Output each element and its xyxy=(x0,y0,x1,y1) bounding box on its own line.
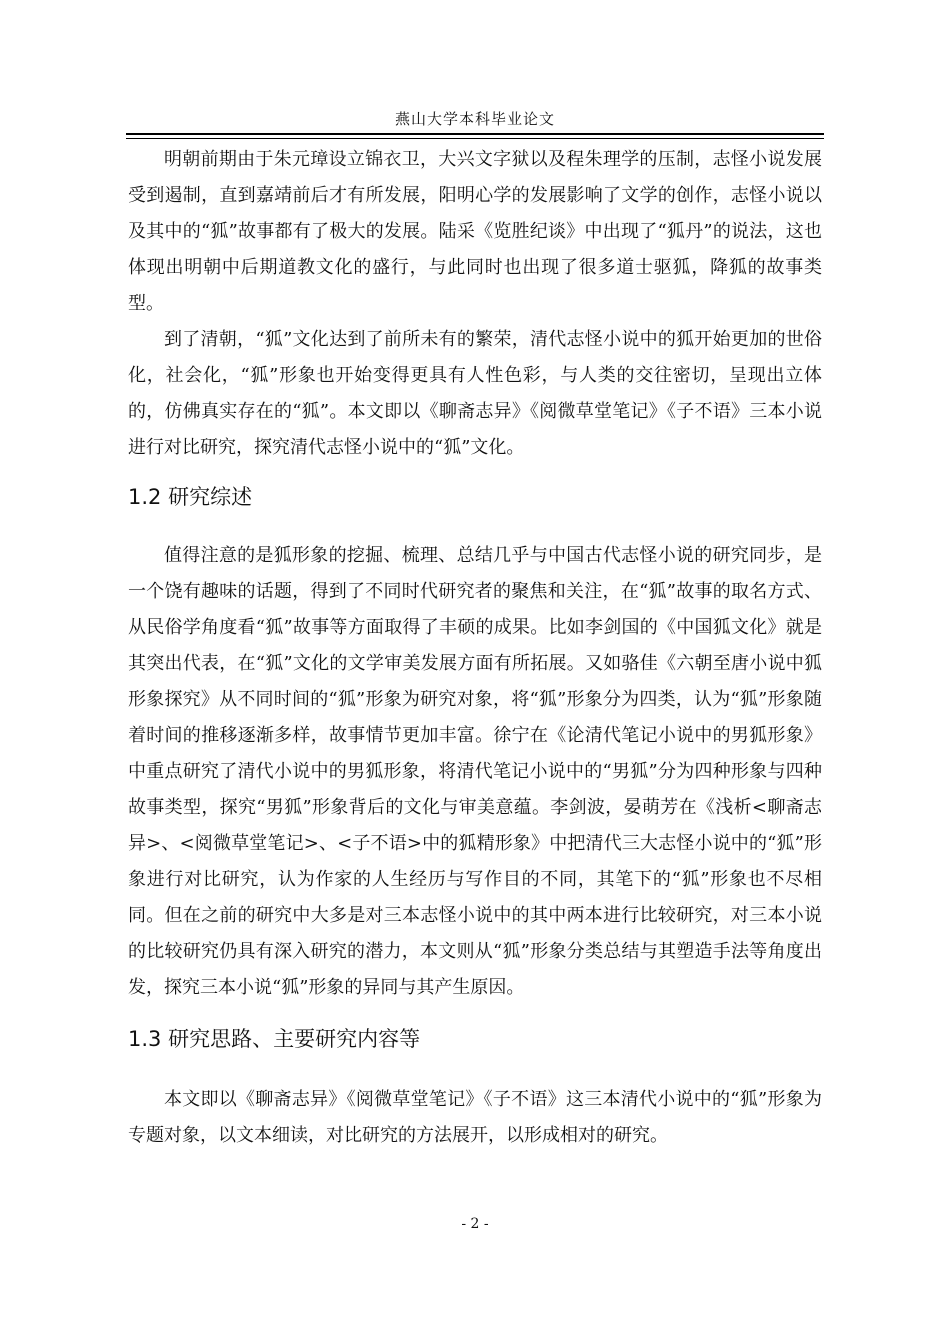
page-number: - 2 - xyxy=(461,1216,489,1232)
paragraph-research-approach: 本文即以《聊斋志异》《阅微草堂笔记》《子不语》这三本清代小说中的“狐”形象为专题对象，以文本细读，对比研究的方法展开，以形成相对的研究。 xyxy=(128,1089,822,1146)
running-header: 燕山大学本科毕业论文 xyxy=(394,110,555,128)
section-heading-1-2: 1.2 研究综述 xyxy=(128,485,253,509)
header-rule-thin xyxy=(126,138,824,139)
section-heading-1-3: 1.3 研究思路、主要研究内容等 xyxy=(128,1027,421,1051)
paragraph-ming-dynasty: 明朝前期由于朱元璋设立锦衣卫，大兴文字狱以及程朱理学的压制，志怪小说发展受到遏制，直到嘉靖前后才有所发展，阳明心学的发展影响了文学的创作，志怪小说以及其中的“狐”故事都有了极大的发展。陆采《览胜纪谈》中出现了“狐丹”的说法，这也体现出明朝中后期道教文化的盛行，与此同时也出现了很多道士驱狐，降狐的故事类型。 xyxy=(128,149,822,314)
body-content xyxy=(128,142,822,1154)
paragraph-qing-dynasty: 到了清朝，“狐”文化达到了前所未有的繁荣，清代志怪小说中的狐开始更加的世俗化，社会化，“狐”形象也开始变得更具有人性色彩，与人类的交往密切，呈现出立体的，仿佛真实存在的“狐”。本文即以《聊斋志异》《阅微草堂笔记》《子不语》三本小说进行对比研究，探究清代志怪小说中的“狐”文化。 xyxy=(128,329,822,458)
paragraph-literature-review: 值得注意的是狐形象的挖掘、梳理、总结几乎与中国古代志怪小说的研究同步，是一个饶有趣味的话题，得到了不同时代研究者的聚焦和关注，在“狐”故事的取名方式、从民俗学角度看“狐”故事等方面取得了丰硕的成果。比如李剑国的《中国狐文化》就是其突出代表，在“狐”文化的文学审美发展方面有所拓展。又如骆佳《六朝至唐小说中狐形象探究》从不同时间的“狐”形象为研究对象，将“狐”形象分为四类，认为“狐”形象随着时间的推移逐渐多样，故事情节更加丰富。徐宁在《论清代笔记小说中的男狐形象》中重点研究了清代小说中的男狐形象，将清代笔记小说中的“男狐”分为四种形象与四种故事类型，探究“男狐”形象背后的文化与审美意蕴。李剑波，晏萌芳在《浅析<聊斋志异>、<阅微草堂笔记>、<子不语>中的狐精形象》中把清代三大志怪小说中的“狐”形象进行对比研究，认为作家的人生经历与写作目的不同，其笔下的“狐”形象也不尽相同。但在之前的研究中大多是对三本志怪小说中的其中两本进行比较研究，对三本小说的比较研究仍具有深入研究的潜力，本文则从“狐”形象分类总结与其塑造手法等角度出发，探究三本小说“狐”形象的异同与其产生原因。 xyxy=(128,545,822,998)
header-rule-thick xyxy=(126,133,824,135)
